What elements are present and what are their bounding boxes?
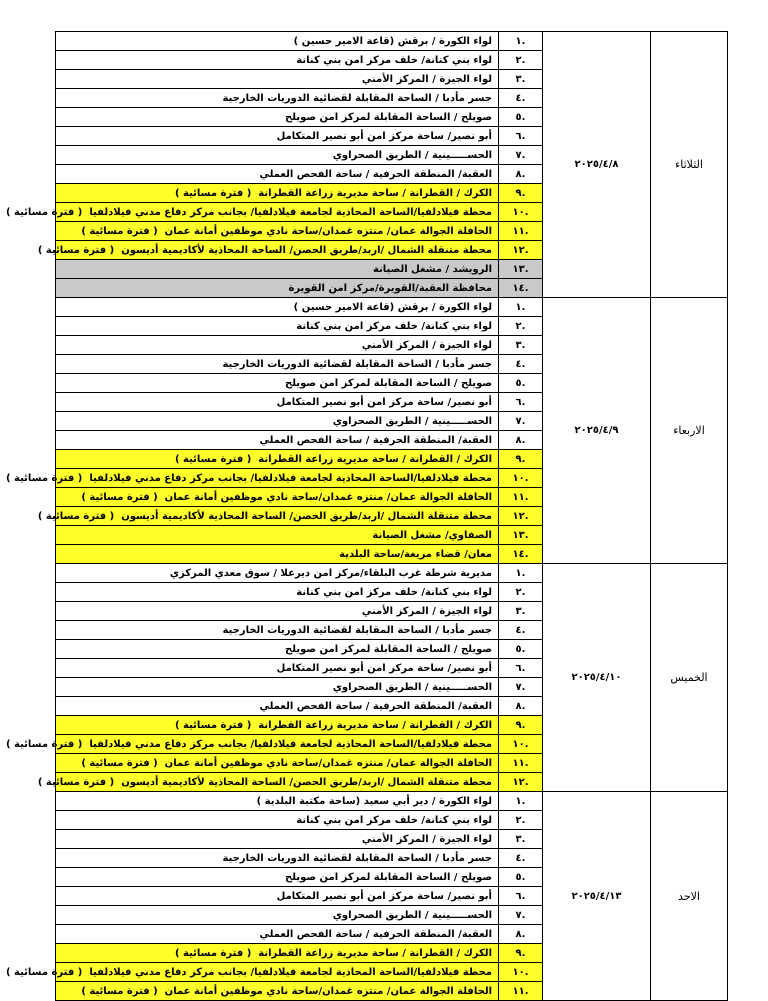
- location-text: العقبة/ المنطقة الحرفية / ساحة الفحص العملي: [259, 928, 492, 940]
- location-cell: [56, 678, 499, 697]
- location-text: الحســـــينية / الطريق الصحراوي: [332, 415, 492, 427]
- row-number: ٩.: [499, 716, 543, 735]
- evening-period-note: ( فترة مسائية ): [5, 472, 83, 484]
- location-text: الحســـــينية / الطريق الصحراوي: [332, 909, 492, 921]
- location-text: الكرك / القطرانة / ساحة مديرية زراعة القطرانة: [258, 453, 492, 465]
- location-cell: [56, 450, 499, 469]
- day-cell: الثلاثاء: [651, 32, 728, 298]
- row-number: ١٣.: [499, 526, 543, 545]
- row-number: ١٢.: [499, 241, 543, 260]
- location-text: الكرك / القطرانة / ساحة مديرية زراعة القطرانة: [258, 719, 492, 731]
- location-cell: [56, 621, 499, 640]
- location-text: لواء بني كنانة/ خلف مركز امن بني كنانة: [296, 54, 492, 66]
- location-cell: [56, 374, 499, 393]
- day-cell: الاحد: [651, 792, 728, 1001]
- row-number: ١٣.: [499, 260, 543, 279]
- location-cell: [56, 222, 499, 241]
- row-number: ٣.: [499, 70, 543, 89]
- location-cell: [37, 241, 499, 260]
- row-number: ٩.: [499, 184, 543, 203]
- evening-period-note: ( فترة مسائية ): [5, 206, 83, 218]
- evening-period-note: ( فترة مسائية ): [174, 453, 252, 465]
- day-cell: الاربعاء: [651, 298, 728, 564]
- evening-period-note: ( فترة مسائية ): [37, 776, 115, 788]
- location-text: الصفاوي/ مشغل الصيانة: [372, 529, 492, 541]
- location-text: مديرية شرطة غرب البلقاء/مركز امن ديرعلا / سوق معدي المركزي: [169, 567, 492, 579]
- row-number: ١٠.: [499, 203, 543, 222]
- location-text: محطة فيلادلفيا/الساحة المحاذية لجامعة فيلادلفيا/ بجانب مركز دفاع مدني فيلادلفيا: [89, 472, 492, 484]
- location-text: لواء الجيزة / المركز الأمني: [361, 833, 492, 845]
- location-cell: [56, 89, 499, 108]
- location-text: صويلح / الساحة المقابلة لمركز امن صويلح: [285, 111, 492, 123]
- location-cell: [56, 526, 499, 545]
- row-number: ٩.: [499, 944, 543, 963]
- date-cell: ٢٠٢٥/٤/١٣: [543, 792, 651, 1001]
- location-text: لواء الكورة / دير أبي سعيد (ساحة مكتبة البلدية ): [256, 795, 492, 807]
- row-number: ٣.: [499, 336, 543, 355]
- row-number: ١.: [499, 298, 543, 317]
- row-number: ٧.: [499, 412, 543, 431]
- location-text: لواء الجيزة / المركز الأمني: [361, 605, 492, 617]
- row-number: ٨.: [499, 925, 543, 944]
- location-text: أبو نصير/ ساحة مركز امن أبو نصير المتكامل: [276, 662, 492, 674]
- location-cell: [56, 51, 499, 70]
- location-text: محطة فيلادلفيا/الساحة المحاذية لجامعة فيلادلفيا/ بجانب مركز دفاع مدني فيلادلفيا: [89, 206, 492, 218]
- location-cell: [56, 697, 499, 716]
- location-cell: [56, 906, 499, 925]
- location-cell: [56, 165, 499, 184]
- location-cell: [56, 70, 499, 89]
- row-number: ١١.: [499, 982, 543, 1001]
- location-text: أبو نصير/ ساحة مركز امن أبو نصير المتكامل: [276, 396, 492, 408]
- location-text: محافظة العقبة/القويرة/مركز امن القويرة: [288, 282, 492, 294]
- row-number: ٤.: [499, 355, 543, 374]
- location-text: معان/ قضاء مريغة/ساحة البلدية: [339, 548, 492, 560]
- row-number: ٦.: [499, 393, 543, 412]
- table-row: [56, 32, 728, 51]
- location-text: العقبة/ المنطقة الحرفية / ساحة الفحص العملي: [259, 700, 492, 712]
- evening-period-note: ( فترة مسائية ): [174, 187, 252, 199]
- evening-period-note: ( فترة مسائية ): [37, 510, 115, 522]
- location-text: جسر مأدبا / الساحة المقابلة لقضائية الدوريات الخارجية: [222, 358, 492, 370]
- location-text: محطة متنقلة الشمال /اربد/طريق الحصن/ الساحة المحاذية لأكاديمية أديسون: [121, 510, 492, 522]
- row-number: ٦.: [499, 127, 543, 146]
- location-text: العقبة/ المنطقة الحرفية / ساحة الفحص العملي: [259, 168, 492, 180]
- location-cell: [5, 203, 499, 222]
- location-text: أبو نصير/ ساحة مركز امن أبو نصير المتكامل: [276, 130, 492, 142]
- location-cell: [37, 507, 499, 526]
- row-number: ١٠.: [499, 735, 543, 754]
- row-number: ٣.: [499, 602, 543, 621]
- row-number: ١١.: [499, 488, 543, 507]
- location-cell: [56, 811, 499, 830]
- row-number: ٢.: [499, 51, 543, 70]
- location-text: الكرك / القطرانة / ساحة مديرية زراعة القطرانة: [258, 187, 492, 199]
- schedule-table: [5, 31, 728, 1001]
- location-text: صويلح / الساحة المقابلة لمركز امن صويلح: [285, 871, 492, 883]
- row-number: ١.: [499, 564, 543, 583]
- location-cell: [56, 108, 499, 127]
- location-text: الحافلة الجوالة عمان/ منتزه غمدان/ساحة نادي موظفين أمانة عمان: [164, 491, 492, 503]
- row-number: ٩.: [499, 450, 543, 469]
- row-number: ١٠.: [499, 963, 543, 982]
- evening-period-note: ( فترة مسائية ): [174, 947, 252, 959]
- row-number: ٣.: [499, 830, 543, 849]
- location-text: العقبة/ المنطقة الحرفية / ساحة الفحص العملي: [259, 434, 492, 446]
- location-cell: [5, 963, 499, 982]
- row-number: ١٤.: [499, 545, 543, 564]
- row-number: ١١.: [499, 754, 543, 773]
- row-number: ٧.: [499, 906, 543, 925]
- table-row: [56, 298, 728, 317]
- location-cell: [56, 317, 499, 336]
- row-number: ٦.: [499, 887, 543, 906]
- row-number: ١.: [499, 792, 543, 811]
- row-number: ٤.: [499, 621, 543, 640]
- location-cell: [37, 773, 499, 792]
- location-cell: [56, 849, 499, 868]
- location-text: الحســـــينية / الطريق الصحراوي: [332, 681, 492, 693]
- location-text: الكرك / القطرانة / ساحة مديرية زراعة القطرانة: [258, 947, 492, 959]
- location-cell: [56, 431, 499, 450]
- location-cell: [56, 279, 499, 298]
- evening-period-note: ( فترة مسائية ): [81, 491, 158, 503]
- location-cell: [56, 982, 499, 1001]
- evening-period-note: ( فترة مسائية ): [174, 719, 252, 731]
- location-cell: [56, 146, 499, 165]
- location-cell: [56, 298, 499, 317]
- row-number: ٨.: [499, 431, 543, 450]
- location-cell: [5, 735, 499, 754]
- location-cell: [56, 659, 499, 678]
- location-text: جسر مأدبا / الساحة المقابلة لقضائية الدوريات الخارجية: [222, 852, 492, 864]
- evening-period-note: ( فترة مسائية ): [81, 225, 158, 237]
- location-cell: [56, 944, 499, 963]
- location-text: لواء بني كنانة/ خلف مركز امن بني كنانة: [296, 586, 492, 598]
- location-text: أبو نصير/ ساحة مركز امن أبو نصير المتكامل: [276, 890, 492, 902]
- location-text: جسر مأدبا / الساحة المقابلة لقضائية الدوريات الخارجية: [222, 624, 492, 636]
- location-text: الحافلة الجوالة عمان/ منتزه غمدان/ساحة نادي موظفين أمانة عمان: [164, 985, 492, 997]
- row-number: ٨.: [499, 697, 543, 716]
- location-cell: [56, 792, 499, 811]
- location-text: جسر مأدبا / الساحة المقابلة لقضائية الدوريات الخارجية: [222, 92, 492, 104]
- location-cell: [56, 355, 499, 374]
- table-row: [56, 792, 728, 811]
- day-cell: الخميس: [651, 564, 728, 792]
- date-cell: ٢٠٢٥/٤/١٠: [543, 564, 651, 792]
- location-cell: [56, 564, 499, 583]
- location-cell: [56, 32, 499, 51]
- row-number: ٢.: [499, 583, 543, 602]
- location-text: لواء الجيزة / المركز الأمني: [361, 73, 492, 85]
- row-number: ٥.: [499, 640, 543, 659]
- row-number: ٤.: [499, 89, 543, 108]
- evening-period-note: ( فترة مسائية ): [5, 738, 83, 750]
- row-number: ٦.: [499, 659, 543, 678]
- row-number: ٧.: [499, 146, 543, 165]
- location-cell: [56, 925, 499, 944]
- location-cell: [56, 545, 499, 564]
- location-cell: [56, 754, 499, 773]
- evening-period-note: ( فترة مسائية ): [37, 244, 115, 256]
- evening-period-note: ( فترة مسائية ): [5, 966, 83, 978]
- row-number: ٥.: [499, 374, 543, 393]
- location-text: محطة فيلادلفيا/الساحة المحاذية لجامعة فيلادلفيا/ بجانب مركز دفاع مدني فيلادلفيا: [89, 966, 492, 978]
- row-number: ٢.: [499, 811, 543, 830]
- row-number: ٤.: [499, 849, 543, 868]
- row-number: ٧.: [499, 678, 543, 697]
- location-text: لواء بني كنانة/ خلف مركز امن بني كنانة: [296, 320, 492, 332]
- location-cell: [56, 184, 499, 203]
- location-cell: [56, 868, 499, 887]
- row-number: ١٢.: [499, 507, 543, 526]
- row-number: ٥.: [499, 868, 543, 887]
- location-cell: [56, 336, 499, 355]
- location-cell: [56, 127, 499, 146]
- date-cell: ٢٠٢٥/٤/٩: [543, 298, 651, 564]
- location-text: لواء بني كنانة/ خلف مركز امن بني كنانة: [296, 814, 492, 826]
- location-cell: [56, 830, 499, 849]
- location-text: الحافلة الجوالة عمان/ منتزه غمدان/ساحة نادي موظفين أمانة عمان: [164, 757, 492, 769]
- location-text: صويلح / الساحة المقابلة لمركز امن صويلح: [285, 643, 492, 655]
- location-text: لواء الكورة / برقش (قاعة الامير حسين ): [293, 301, 492, 313]
- row-number: ١٠.: [499, 469, 543, 488]
- row-number: ٨.: [499, 165, 543, 184]
- evening-period-note: ( فترة مسائية ): [81, 757, 158, 769]
- date-cell: ٢٠٢٥/٤/٨: [543, 32, 651, 298]
- location-text: محطة متنقلة الشمال /اربد/طريق الحصن/ الساحة المحاذية لأكاديمية أديسون: [121, 776, 492, 788]
- location-text: لواء الجيزة / المركز الأمني: [361, 339, 492, 351]
- evening-period-note: ( فترة مسائية ): [81, 985, 158, 997]
- location-text: الرويشد / مشغل الصيانة: [372, 263, 492, 275]
- row-number: ١٤.: [499, 279, 543, 298]
- location-cell: [56, 887, 499, 906]
- row-number: ١١.: [499, 222, 543, 241]
- location-cell: [56, 583, 499, 602]
- table-row: [56, 564, 728, 583]
- location-cell: [56, 488, 499, 507]
- location-text: محطة فيلادلفيا/الساحة المحاذية لجامعة فيلادلفيا/ بجانب مركز دفاع مدني فيلادلفيا: [89, 738, 492, 750]
- location-text: الحافلة الجوالة عمان/ منتزه غمدان/ساحة نادي موظفين أمانة عمان: [164, 225, 492, 237]
- schedule-sheet: [5, 31, 724, 1001]
- location-cell: [56, 602, 499, 621]
- location-text: صويلح / الساحة المقابلة لمركز امن صويلح: [285, 377, 492, 389]
- location-cell: [5, 469, 499, 488]
- location-cell: [56, 393, 499, 412]
- location-text: محطة متنقلة الشمال /اربد/طريق الحصن/ الساحة المحاذية لأكاديمية أديسون: [121, 244, 492, 256]
- location-cell: [56, 260, 499, 279]
- location-text: لواء الكورة / برقش (قاعة الامير حسين ): [293, 35, 492, 47]
- location-cell: [56, 716, 499, 735]
- location-text: الحســـــينية / الطريق الصحراوي: [332, 149, 492, 161]
- location-cell: [56, 412, 499, 431]
- row-number: ١٢.: [499, 773, 543, 792]
- row-number: ١.: [499, 32, 543, 51]
- row-number: ٢.: [499, 317, 543, 336]
- schedule-body: [5, 32, 728, 1001]
- row-number: ٥.: [499, 108, 543, 127]
- location-cell: [56, 640, 499, 659]
